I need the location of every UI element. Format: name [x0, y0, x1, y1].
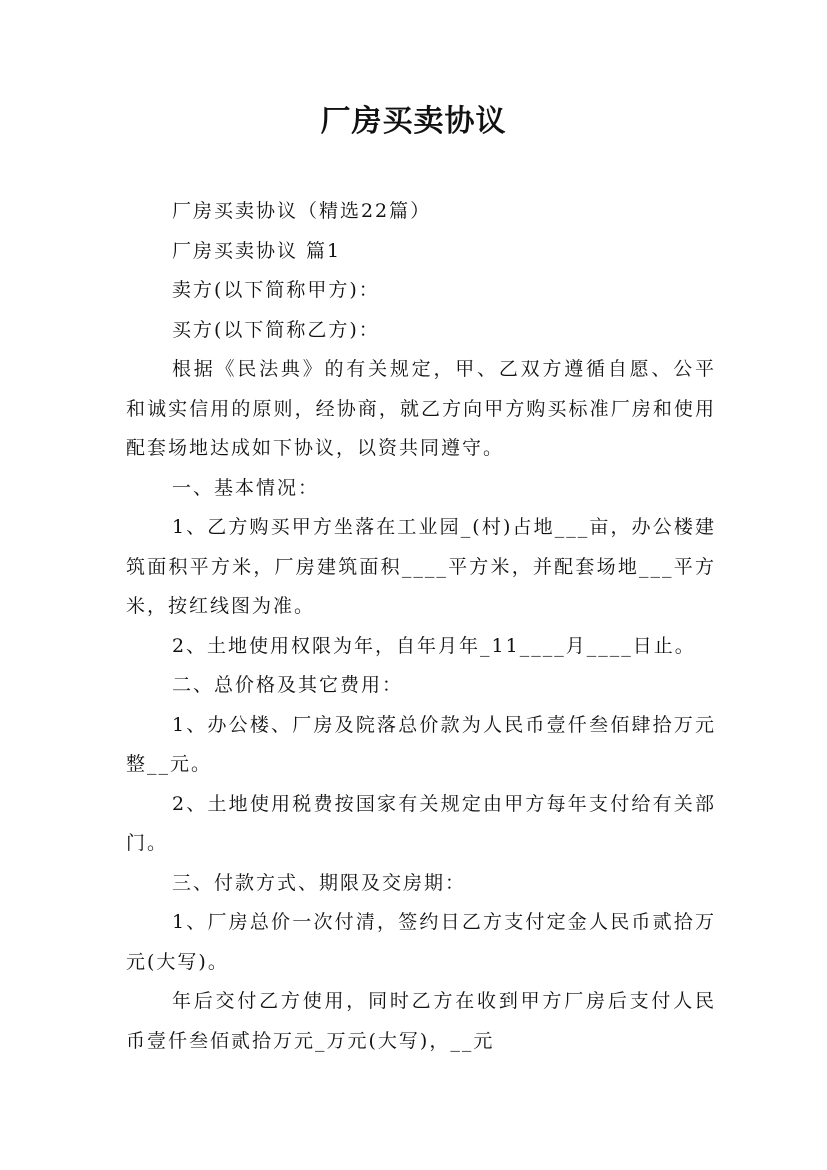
paragraph-section-heading: 厂房买卖协议 篇1: [171, 239, 342, 262]
paragraph-clause-heading-1: 一、基本情况：: [171, 476, 319, 499]
paragraph-clause-3-2: 年后交付乙方使用，同时乙方在收到甲方厂房后支付人民币壹仟叁佰贰拾万元_万元(大写)，__元: [126, 990, 716, 1052]
paragraph-clause-3-1: 1、厂房总价一次付清，签约日乙方支付定金人民币贰拾万元(大写)。: [126, 911, 716, 973]
paragraph-clause-1-2: 2、土地使用权限为年，自年月年_11____月____日止。: [171, 634, 696, 657]
paragraph-preamble: 根据《民法典》的有关规定，甲、乙双方遵循自愿、公平和诚实信用的原则，经协商，就乙方向甲方购买标准厂房和使用配套场地达成如下协议，以资共同遵守。: [126, 358, 716, 459]
paragraph-clause-heading-3: 三、付款方式、期限及交房期：: [171, 871, 466, 894]
paragraph-clause-heading-2: 二、总价格及其它费用：: [171, 674, 403, 696]
document-title: 厂房买卖协议: [320, 104, 507, 139]
paragraph-buyer: 买方(以下简称乙方)：: [171, 318, 380, 341]
paragraph-seller: 卖方(以下简称甲方)：: [171, 279, 380, 301]
paragraph-clause-1-1: 1、乙方购买甲方坐落在工业园_(村)占地___亩，办公楼建筑面积平方米，厂房建筑面积____平方米，并配套场地___平方米，按红线图为准。: [126, 516, 716, 617]
paragraph-subtitle: 厂房买卖协议（精选22篇）: [171, 200, 432, 222]
paragraph-clause-2-2: 2、土地使用税费按国家有关规定由甲方每年支付给有关部门。: [126, 792, 716, 854]
paragraph-clause-2-1: 1、办公楼、厂房及院落总价款为人民币壹仟叁佰肆拾万元整__元。: [126, 713, 716, 775]
document-body: [126, 192, 716, 1061]
